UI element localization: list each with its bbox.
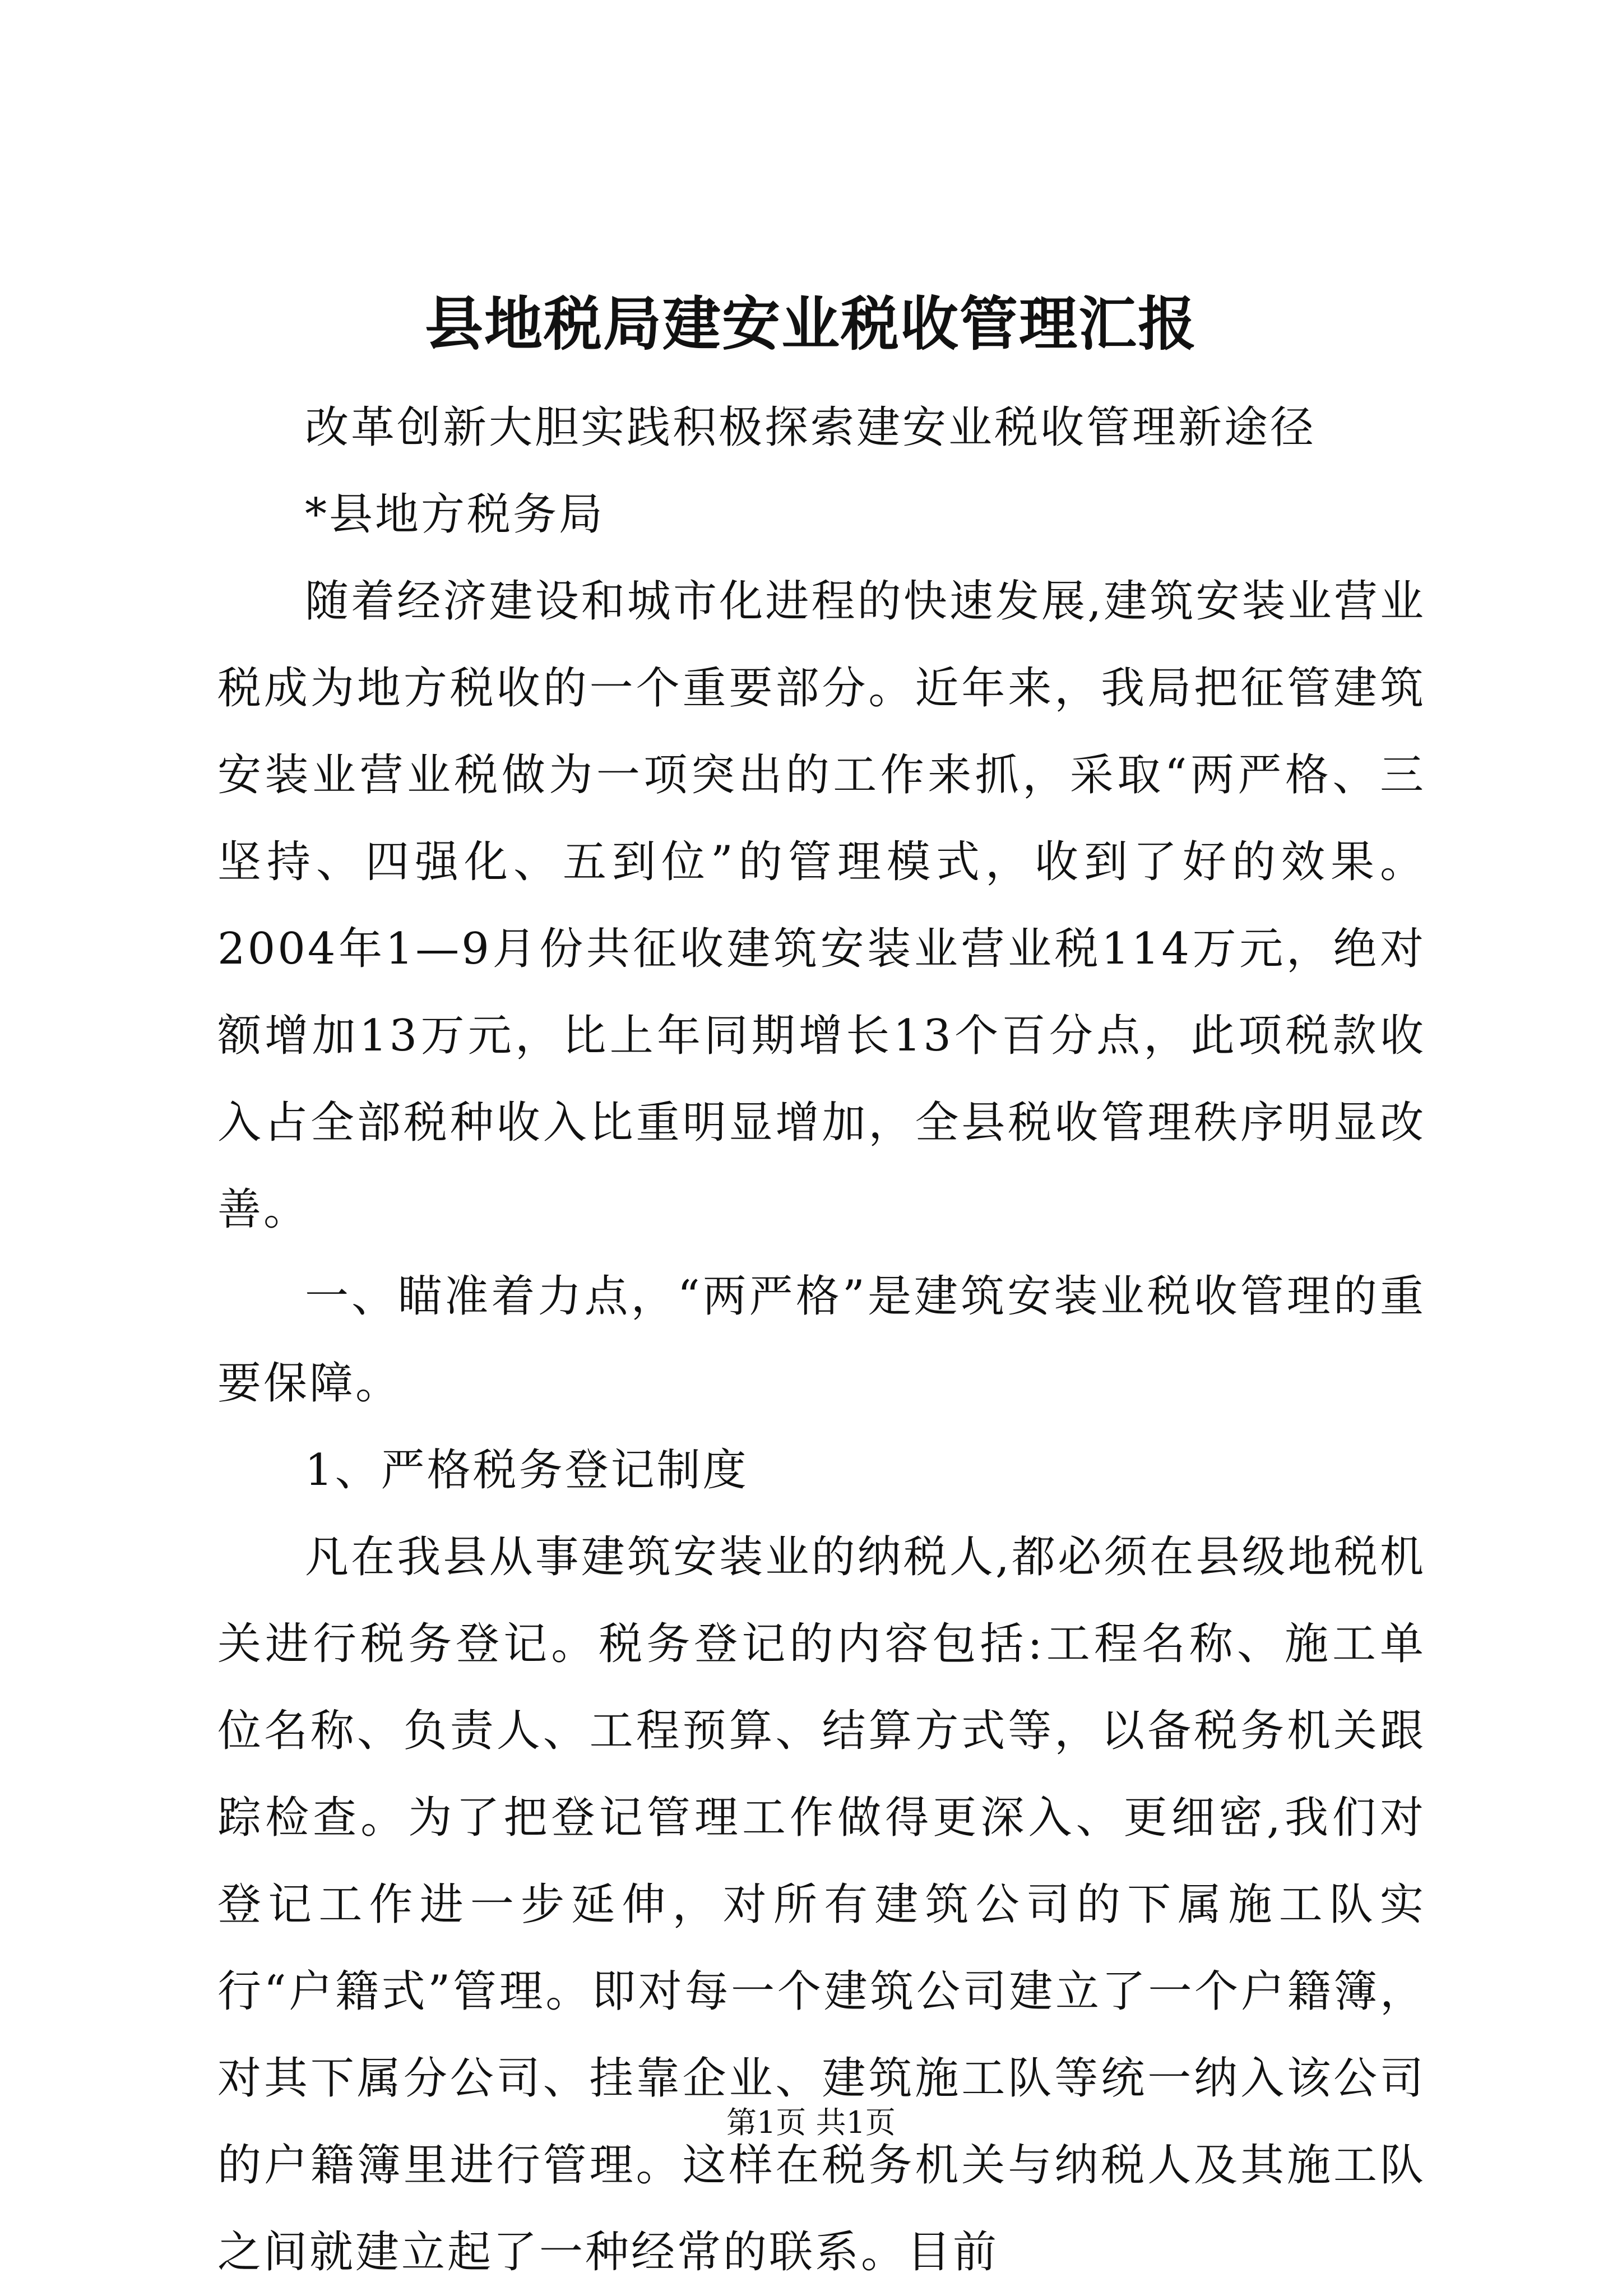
document-title: 县地税局建安业税收管理汇报: [424, 289, 1197, 358]
document-body: [217, 385, 1426, 2296]
registration-paragraph: 凡在我县从事建筑安装业的纳税人,都必须在县级地税机关进行税务登记。税务登记的内容包括:工程名称、施工单位名称、负责人、工程预算、结算方式等，以备税务机关跟踪检查。为了把登记管理工作做得更深入、更细密,我们对登记工作进一步延伸，对所有建筑公司的下属施工队实行“户籍式”管理。即对每一个建筑公司建立了一个户籍簿，对其下属分公司、挂靠企业、建筑施工队等统一纳入该公司的户籍簿里进行管理。这样在税务机关与纳税人及其施工队之间就建立起了一种经常的联系。目前: [217, 1532, 1426, 2278]
subtitle-paragraph: 改革创新大胆实践积极探索建安业税收管理新途径: [305, 402, 1317, 453]
page-footer: 第1页 共1页: [726, 2105, 896, 2140]
section-heading-paragraph: 一、瞄准着力点，“两严格”是建筑安装业税收管理的重要保障。: [217, 1271, 1426, 1409]
intro-paragraph: 随着经济建设和城市化进程的快速发展,建筑安装业营业税成为地方税收的一个重要部分。近年来，我局把征管建筑安装业营业税做为一项突出的工作来抓，采取“两严格、三坚持、四强化、五到位”的管理模式，收到了好的效果。2004年1—9月份共征收建筑安装业营业税114万元，绝对额增加13万元，比上年同期增长13个百分点，此项税款收入占全部税种收入比重明显增加，全县税收管理秩序明显改善。: [217, 576, 1426, 1235]
subsection-heading-paragraph: 1、严格税务登记制度: [305, 1445, 749, 1496]
author-paragraph: *县地方税务局: [305, 489, 605, 540]
